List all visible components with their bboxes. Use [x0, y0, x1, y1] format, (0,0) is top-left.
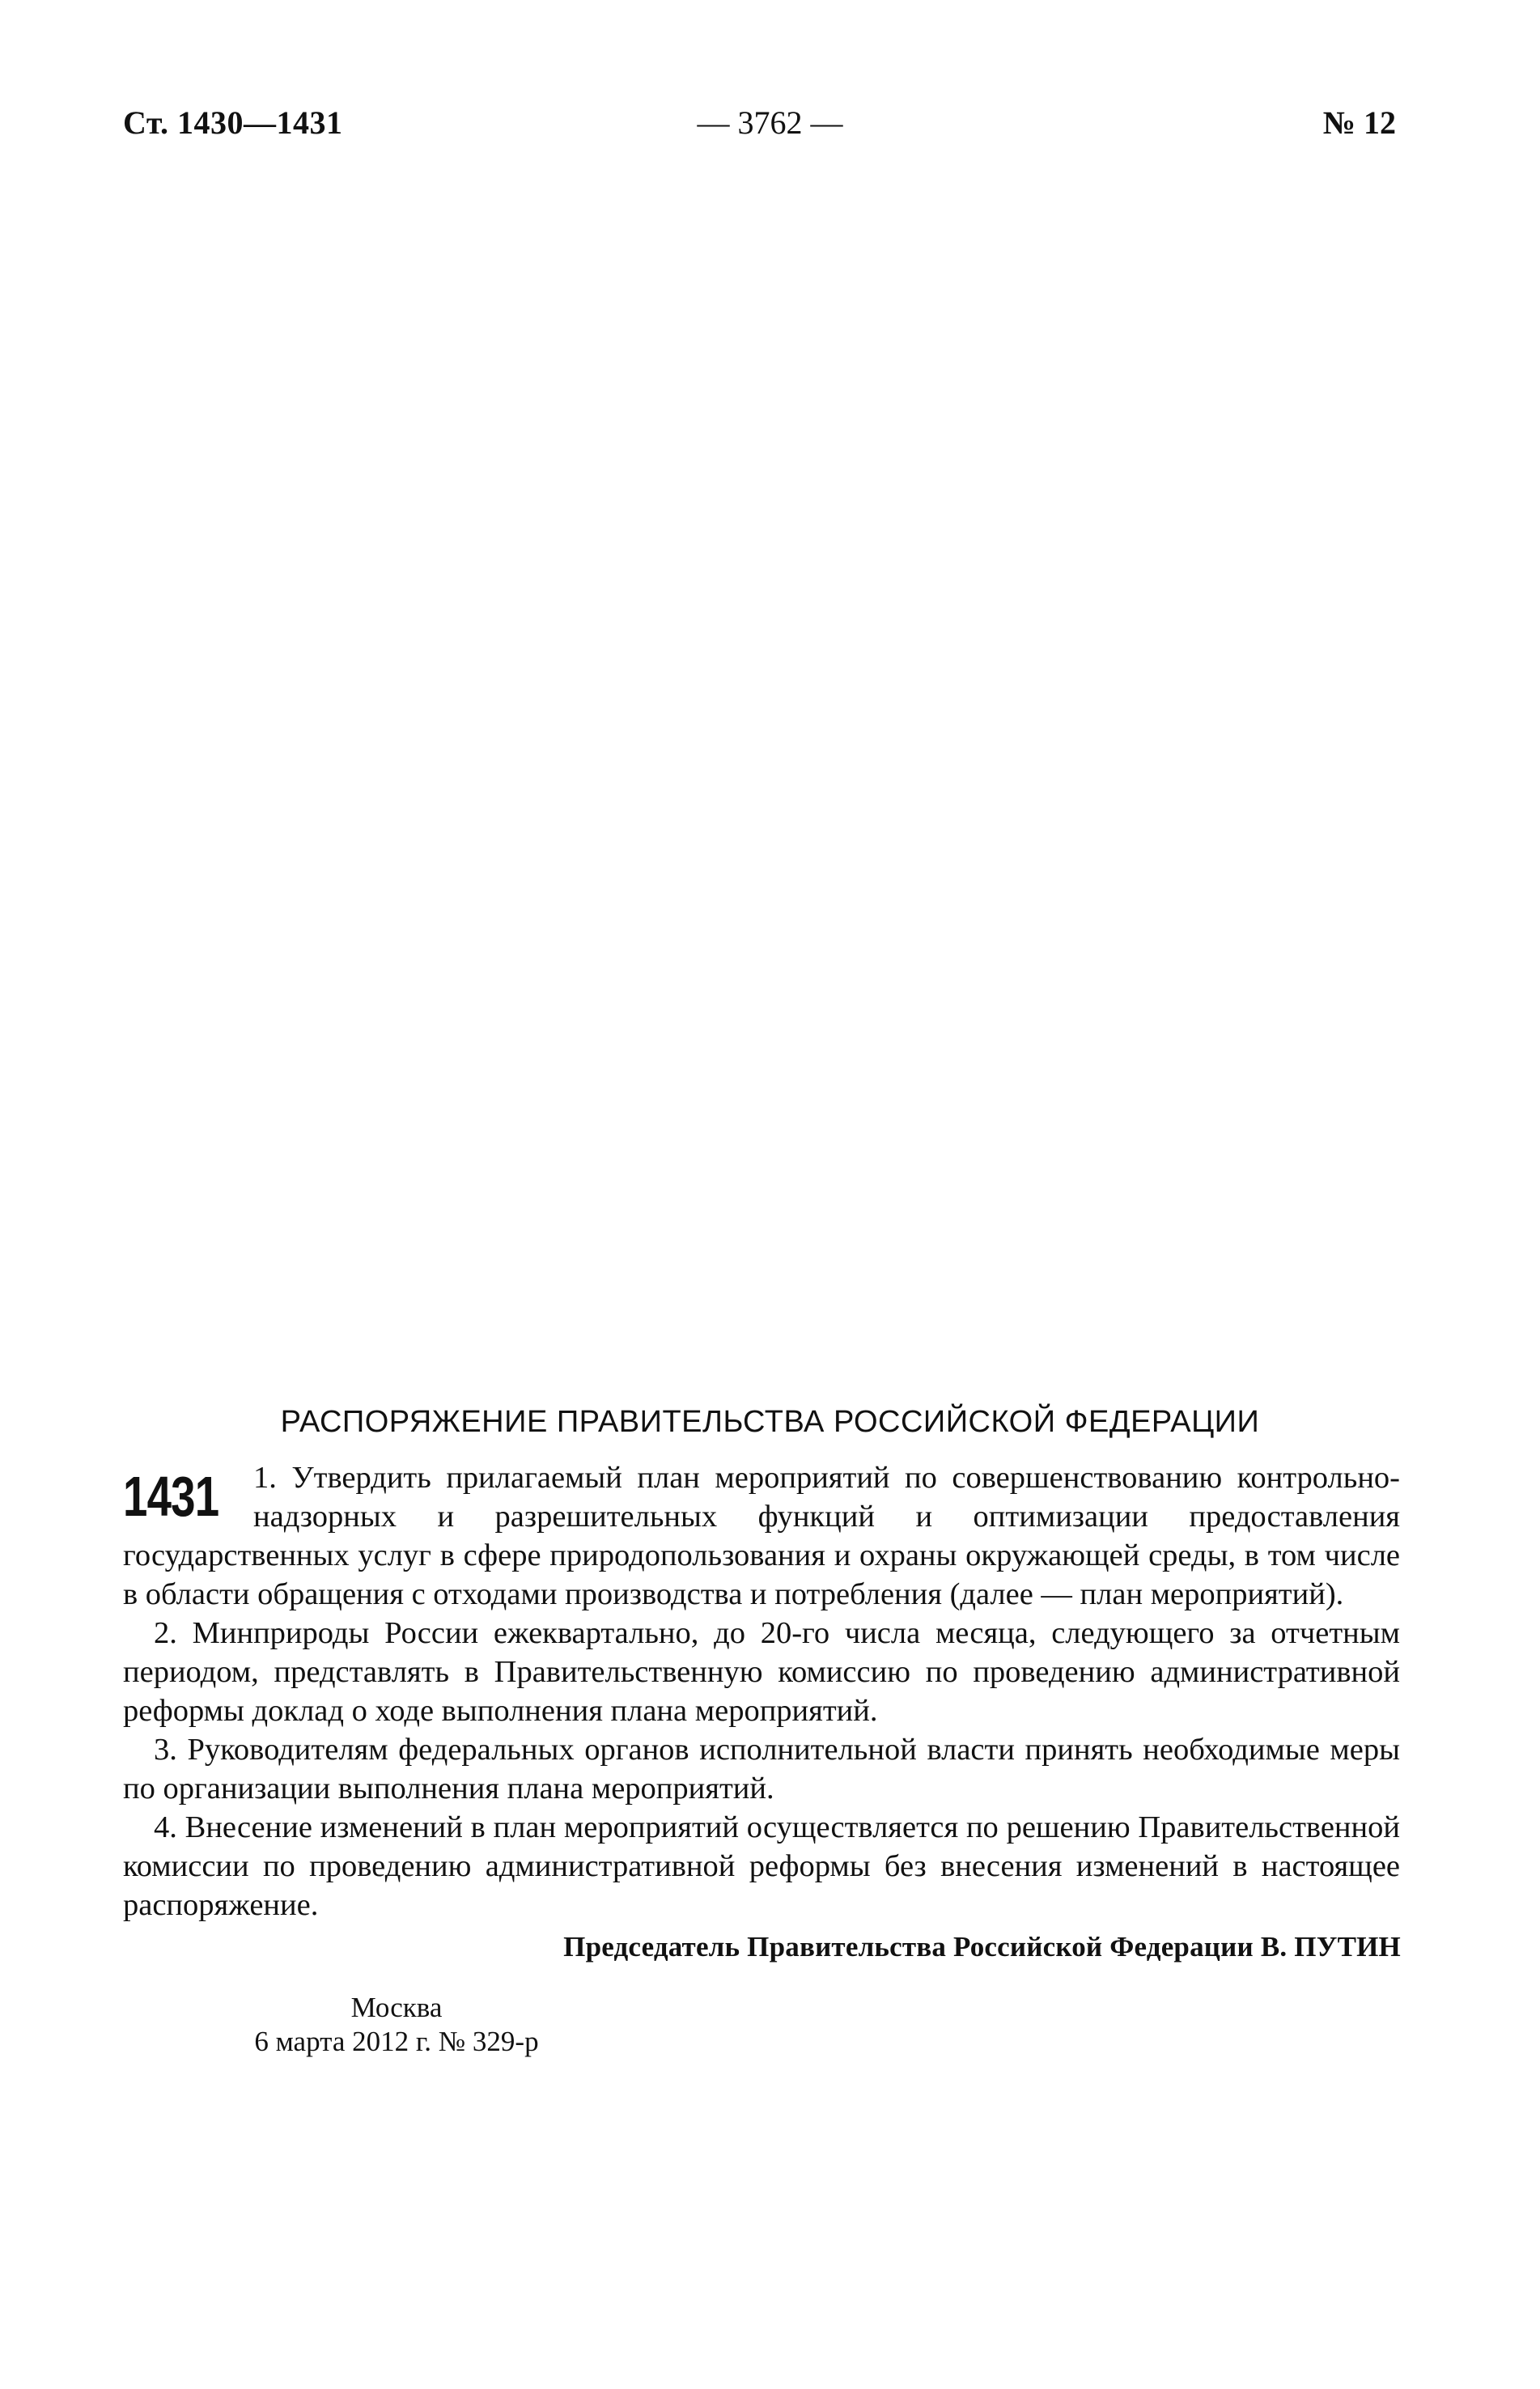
paragraph-2: 2. Минприроды России ежеквартально, до 20-го числа месяца, следующего за отчетным периодом, представлять в Правительственную комиссию по проведению административной реформы доклад о ходе выполнения плана мероприятий.: [123, 1616, 1400, 1728]
issue-number: № 12: [1322, 104, 1396, 141]
paragraph-1: 1. Утвердить прилагаемый план мероприятий по совершенствованию контрольно-надзорных и разрешительных функций и оптимизации предоставления государственных услуг в сфере природопользования и охраны окружающей среды, в том числе в области обращения с отходами производства и потребления (далее — план мероприятий).: [123, 1461, 1400, 1611]
place-and-date: [235, 1991, 558, 2059]
paragraph-4: 4. Внесение изменений в план мероприятий осуществляется по решению Правительственной комиссии по проведению административной реформы без внесения изменений в настоящее распоряжение.: [123, 1810, 1400, 1922]
document-heading: РАСПОРЯЖЕНИЕ ПРАВИТЕЛЬСТВА РОССИЙСКОЙ ФЕДЕРАЦИИ: [280, 1405, 1260, 1439]
document-number: 1431: [123, 1465, 219, 1528]
paragraph-3: 3. Руководителям федеральных органов исполнительной власти принять необходимые меры по организации выполнения плана мероприятий.: [123, 1733, 1400, 1806]
place: Москва: [350, 1992, 443, 2023]
page-number: — 3762 —: [697, 104, 843, 141]
document-body: [123, 1458, 1400, 1924]
running-header: [0, 104, 1540, 152]
signature-line: Председатель Правительства Российской Федерации В. ПУТИН: [563, 1931, 1401, 1963]
article-range: Ст. 1430—1431: [123, 104, 343, 141]
date-reference: 6 марта 2012 г. № 329-р: [254, 2026, 539, 2057]
